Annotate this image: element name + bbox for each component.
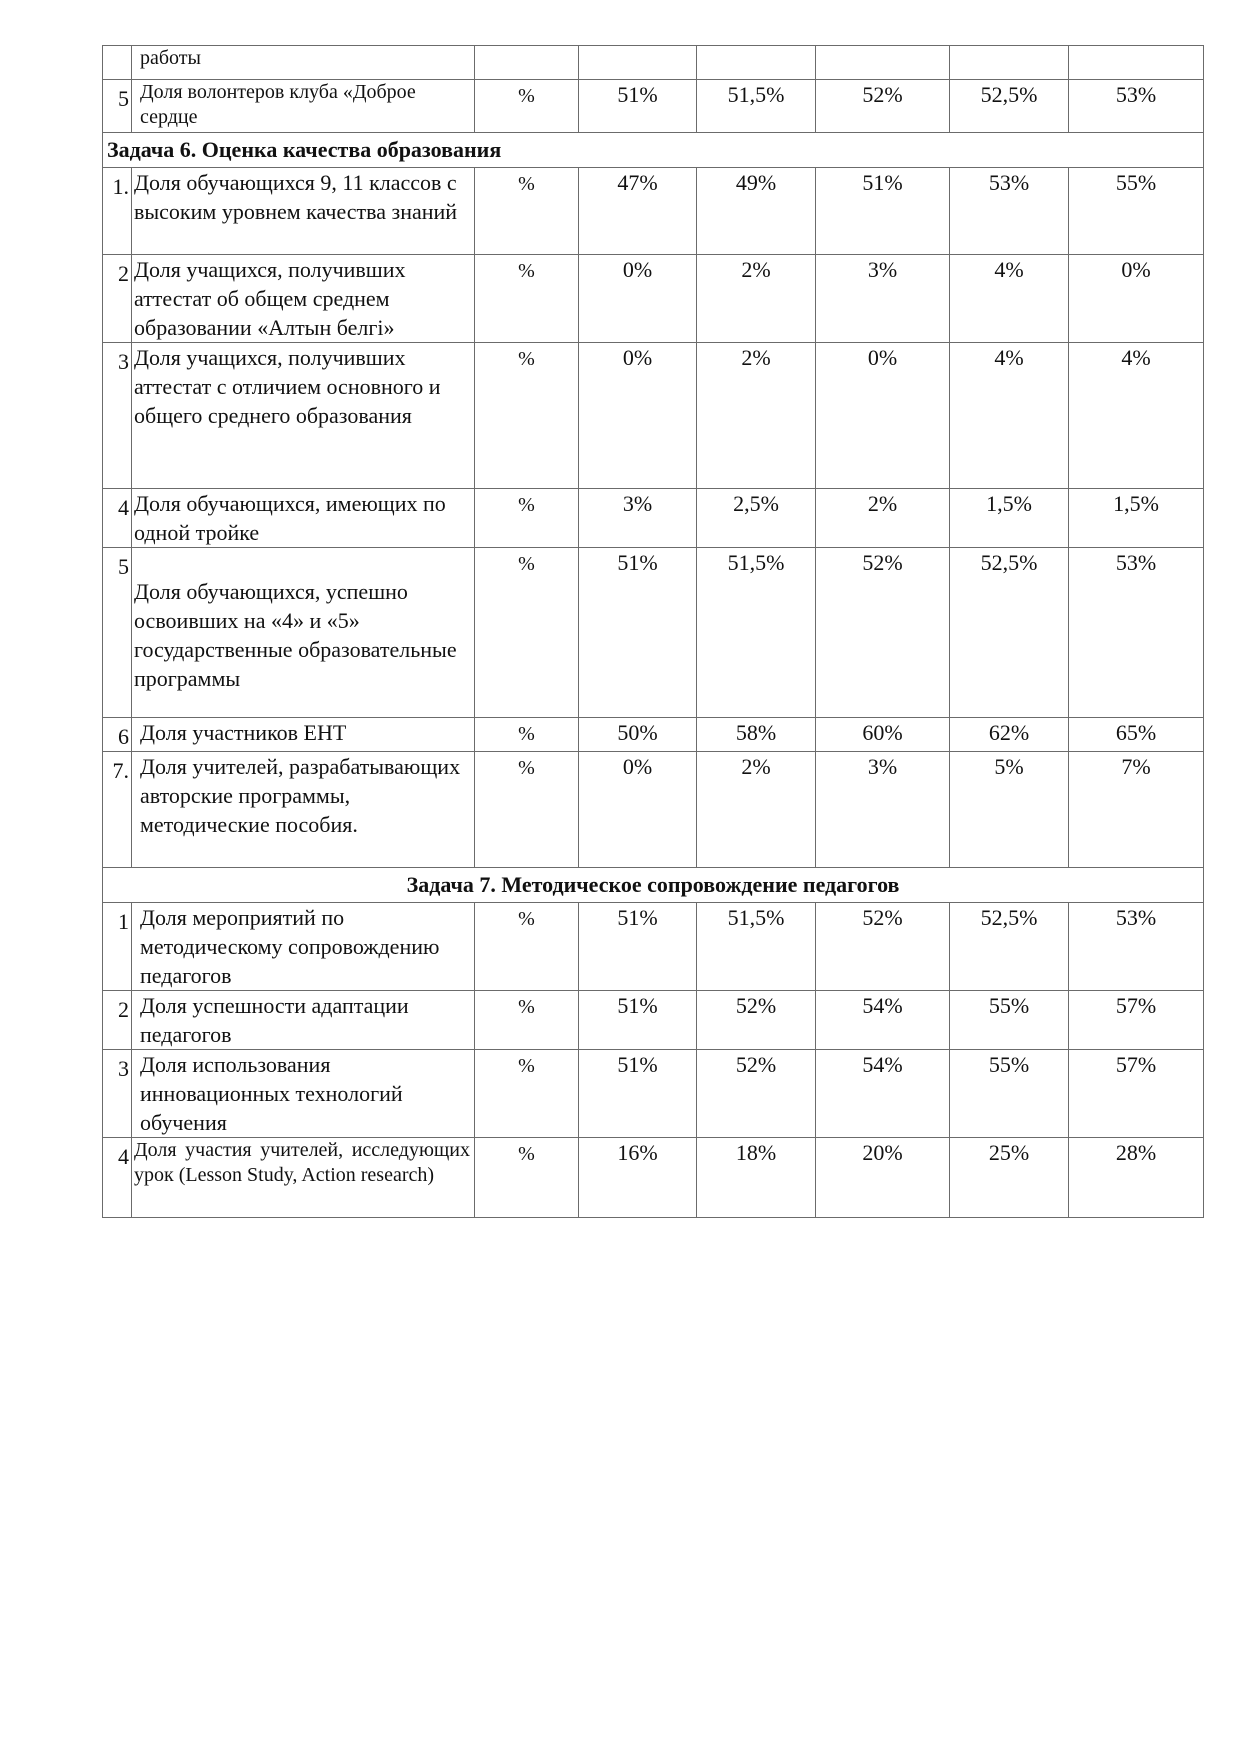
section-header-row	[103, 868, 1204, 903]
indicators-table	[102, 45, 1204, 1218]
value-cell: 51,5%	[697, 548, 816, 718]
value-cell: 52,5%	[950, 548, 1069, 718]
row-unit: %	[475, 752, 579, 868]
value-cell: 0%	[579, 255, 697, 343]
value-cell: 55%	[950, 1050, 1069, 1138]
row-unit: %	[475, 991, 579, 1050]
row-unit: %	[475, 489, 579, 548]
value-cell: 7%	[1069, 752, 1204, 868]
value-cell: 52,5%	[950, 80, 1069, 133]
table-row	[103, 80, 1204, 133]
row-description: Доля учителей, разрабатывающих авторские программы, методические пособия.	[132, 752, 475, 868]
value-cell: 3%	[816, 752, 950, 868]
table-row	[103, 1050, 1204, 1138]
value-cell: 57%	[1069, 1050, 1204, 1138]
value-cell: 3%	[579, 489, 697, 548]
row-unit: %	[475, 343, 579, 489]
value-cell: 53%	[950, 168, 1069, 255]
value-cell: 1,5%	[1069, 489, 1204, 548]
row-number	[103, 46, 132, 80]
row-number: 6	[103, 718, 132, 752]
table-row	[103, 1138, 1204, 1218]
value-cell: 50%	[579, 718, 697, 752]
row-number: 3	[103, 343, 132, 489]
table-row	[103, 718, 1204, 752]
value-cell: 53%	[1069, 548, 1204, 718]
row-description: Доля мероприятий по методическому сопровождению педагогов	[132, 903, 475, 991]
row-description: Доля использования инновационных технологий обучения	[132, 1050, 475, 1138]
value-cell	[1069, 46, 1204, 80]
row-unit: %	[475, 1050, 579, 1138]
row-unit: %	[475, 548, 579, 718]
value-cell: 58%	[697, 718, 816, 752]
value-cell: 55%	[1069, 168, 1204, 255]
row-number: 7.	[103, 752, 132, 868]
row-description: Доля обучающихся, успешно освоивших на «4» и «5» государственные образовательные программы	[132, 548, 475, 718]
value-cell: 2%	[697, 255, 816, 343]
row-unit	[475, 46, 579, 80]
row-description: Доля обучающихся 9, 11 классов с высоким уровнем качества знаний	[132, 168, 475, 255]
row-description: Доля участников ЕНТ	[132, 718, 475, 752]
value-cell	[950, 46, 1069, 80]
value-cell: 60%	[816, 718, 950, 752]
value-cell: 51%	[579, 903, 697, 991]
value-cell: 4%	[950, 255, 1069, 343]
row-number: 2	[103, 255, 132, 343]
value-cell: 2%	[697, 343, 816, 489]
value-cell: 53%	[1069, 80, 1204, 133]
value-cell: 0%	[579, 752, 697, 868]
section-title: Задача 7. Методическое сопровождение педагогов	[103, 868, 1204, 903]
value-cell: 0%	[816, 343, 950, 489]
row-number: 5	[103, 548, 132, 718]
value-cell	[579, 46, 697, 80]
value-cell: 51%	[816, 168, 950, 255]
value-cell: 51,5%	[697, 80, 816, 133]
value-cell: 25%	[950, 1138, 1069, 1218]
value-cell: 52%	[816, 80, 950, 133]
value-cell: 57%	[1069, 991, 1204, 1050]
value-cell: 2,5%	[697, 489, 816, 548]
row-description: Доля волонтеров клуба «Доброе сердце	[132, 80, 475, 133]
table-row	[103, 343, 1204, 489]
table-row	[103, 46, 1204, 80]
value-cell: 1,5%	[950, 489, 1069, 548]
table-row	[103, 489, 1204, 548]
row-unit: %	[475, 718, 579, 752]
table-row	[103, 991, 1204, 1050]
row-number: 1.	[103, 168, 132, 255]
value-cell: 4%	[1069, 343, 1204, 489]
value-cell: 0%	[579, 343, 697, 489]
value-cell: 54%	[816, 1050, 950, 1138]
value-cell: 51%	[579, 1050, 697, 1138]
value-cell: 5%	[950, 752, 1069, 868]
row-unit: %	[475, 80, 579, 133]
value-cell: 20%	[816, 1138, 950, 1218]
value-cell: 53%	[1069, 903, 1204, 991]
table-row	[103, 255, 1204, 343]
row-description: Доля успешности адаптации педагогов	[132, 991, 475, 1050]
row-number: 5	[103, 80, 132, 133]
section-header-row	[103, 133, 1204, 168]
value-cell: 55%	[950, 991, 1069, 1050]
section-title: Задача 6. Оценка качества образования	[103, 133, 1204, 168]
value-cell	[816, 46, 950, 80]
value-cell: 2%	[697, 752, 816, 868]
value-cell: 52%	[816, 903, 950, 991]
table-row	[103, 903, 1204, 991]
row-number: 4	[103, 1138, 132, 1218]
value-cell	[697, 46, 816, 80]
value-cell: 52%	[816, 548, 950, 718]
row-number: 2	[103, 991, 132, 1050]
value-cell: 54%	[816, 991, 950, 1050]
table-row	[103, 548, 1204, 718]
row-number: 3	[103, 1050, 132, 1138]
value-cell: 51%	[579, 80, 697, 133]
row-unit: %	[475, 255, 579, 343]
value-cell: 16%	[579, 1138, 697, 1218]
row-unit: %	[475, 1138, 579, 1218]
row-unit: %	[475, 903, 579, 991]
value-cell: 0%	[1069, 255, 1204, 343]
value-cell: 47%	[579, 168, 697, 255]
row-description: работы	[132, 46, 475, 80]
row-description: Доля участия учителей, исследующих урок (Lesson Study, Action research)	[132, 1138, 475, 1218]
value-cell: 51%	[579, 991, 697, 1050]
table-row	[103, 168, 1204, 255]
row-description: Доля учащихся, получивших аттестат об общем среднем образовании «Алтын белгі»	[132, 255, 475, 343]
value-cell: 65%	[1069, 718, 1204, 752]
value-cell: 51%	[579, 548, 697, 718]
row-description: Доля учащихся, получивших аттестат с отличием основного и общего среднего образования	[132, 343, 475, 489]
value-cell: 62%	[950, 718, 1069, 752]
value-cell: 2%	[816, 489, 950, 548]
row-number: 4	[103, 489, 132, 548]
row-number: 1	[103, 903, 132, 991]
value-cell: 49%	[697, 168, 816, 255]
value-cell: 52,5%	[950, 903, 1069, 991]
value-cell: 18%	[697, 1138, 816, 1218]
value-cell: 51,5%	[697, 903, 816, 991]
value-cell: 52%	[697, 1050, 816, 1138]
row-description: Доля обучающихся, имеющих по одной тройке	[132, 489, 475, 548]
row-unit: %	[475, 168, 579, 255]
value-cell: 4%	[950, 343, 1069, 489]
value-cell: 3%	[816, 255, 950, 343]
value-cell: 52%	[697, 991, 816, 1050]
table-row	[103, 752, 1204, 868]
value-cell: 28%	[1069, 1138, 1204, 1218]
